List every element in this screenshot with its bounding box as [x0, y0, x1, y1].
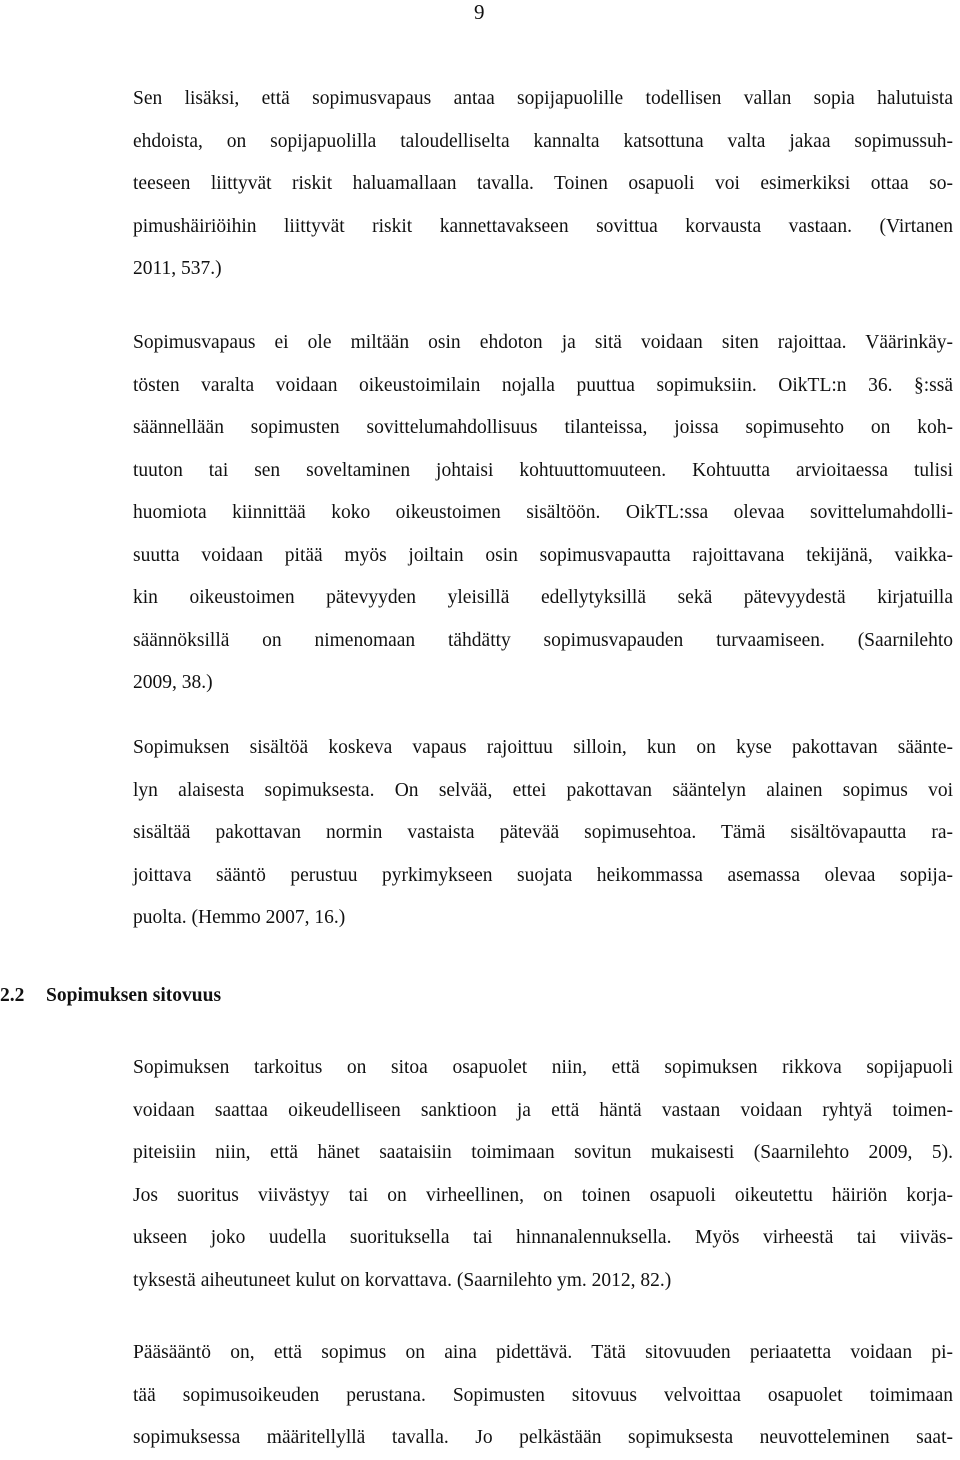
section-heading [0, 975, 221, 1017]
text-line: teeseen liittyvät riskit haluamallaan tavalla. Toinen osapuoli voi esimerkiksi ottaa so- [133, 173, 953, 194]
text-line: Jos suoritus viivästyy tai on virheellinen, on toinen osapuoli oikeutettu häiriön korja- [133, 1184, 953, 1206]
text-line: Sen lisäksi, että sopimusvapaus antaa sopijapuolille todellisen vallan sopia halutuista [133, 88, 953, 109]
text-line: pimushäiriöihin liittyvät riskit kannettavakseen sovittua korvausta vastaan. (Virtanen [133, 215, 953, 237]
text-line: huomiota kiinnittää koko oikeustoimen sisältöön. OikTL:ssa olevaa sovittelumahdolli- [133, 502, 953, 523]
text-line: puolta. (Hemmo 2007, 16.) [133, 907, 346, 928]
text-line: ukseen joko uudella suorituksella tai hinnanalennuksella. Myös virheestä tai viiväs- [133, 1227, 953, 1248]
text-line: säännellään sopimusten sovittelumahdollisuus tilanteissa, joissa sopimusehto on koh- [133, 417, 953, 438]
text-line: Pääsääntö on, että sopimus on aina pidettävä. Tätä sitovuuden periaatetta voidaan pi- [133, 1342, 953, 1363]
paragraph-3 [133, 727, 953, 940]
text-line: Sopimusvapaus ei ole miltään osin ehdoton ja sitä voidaan siten rajoittaa. Väärinkäy- [133, 332, 953, 353]
text-line: ehdoista, on sopijapuolilla taloudelliselta kannalta katsottuna valta jakaa sopimussuh- [133, 130, 953, 152]
text-line: sopimuksessa määritellyllä tavalla. Jo pelkästään sopimuksesta neuvotteleminen saat- [133, 1427, 953, 1448]
text-line: Sopimuksen sisältöä koskeva vapaus rajoittuu silloin, kun on kyse pakottavan säänte- [133, 737, 953, 758]
paragraph-1 [133, 78, 953, 291]
text-line: suutta voidaan pitää myös joiltain osin sopimusvapautta rajoittavana tekijänä, vaikka- [133, 544, 953, 566]
text-line: tösten varalta voidaan oikeustoimilain nojalla puuttua sopimuksiin. OikTL:n 36. §:ssä [133, 374, 953, 396]
section-title: Sopimuksen sitovuus [46, 985, 222, 1006]
text-line: tää sopimusoikeuden perustana. Sopimusten sitovuus velvoittaa osapuolet toimimaan [133, 1384, 953, 1406]
section-number: 2.2 [0, 985, 25, 1006]
text-line: 2011, 537.) [133, 258, 222, 279]
paragraph-4 [133, 1047, 953, 1302]
page-number-text: 9 [474, 0, 485, 24]
paragraph-2 [133, 322, 953, 705]
text-line: tyksestä aiheutuneet kulut on korvattava. (Saarnilehto ym. 2012, 82.) [133, 1269, 672, 1291]
text-line: sisältää pakottavan normin vastaista pätevää sopimusehtoa. Tämä sisältövapautta ra- [133, 822, 953, 843]
text-line: lyn alaisesta sopimuksesta. On selvää, ettei pakottavan sääntelyn alainen sopimus voi [133, 779, 953, 801]
text-line: joittava sääntö perustuu pyrkimykseen suojata heikommassa asemassa olevaa sopija- [133, 864, 953, 886]
text-line: 2009, 38.) [133, 672, 213, 693]
text-line: piteisiin niin, että hänet saataisiin toimimaan sovitun mukaisesti (Saarnilehto 2009, 5). [133, 1142, 953, 1163]
text-line: Sopimuksen tarkoitus on sitoa osapuolet niin, että sopimuksen rikkova sopijapuoli [133, 1057, 953, 1078]
text-line: säännöksillä on nimenomaan tähdätty sopimusvapauden turvaamiseen. (Saarnilehto [133, 629, 953, 651]
paragraph-5 [133, 1332, 953, 1460]
text-line: kin oikeustoimen pätevyyden yleisillä edellytyksillä sekä pätevyydestä kirjatuilla [133, 587, 953, 608]
text-line: tuuton tai sen soveltaminen johtaisi kohtuuttomuuteen. Kohtuutta arvioitaessa tulisi [133, 459, 953, 481]
text-line: voidaan saattaa oikeudelliseen sanktioon ja että häntä vastaan voidaan ryhtyä toimen- [133, 1099, 953, 1121]
